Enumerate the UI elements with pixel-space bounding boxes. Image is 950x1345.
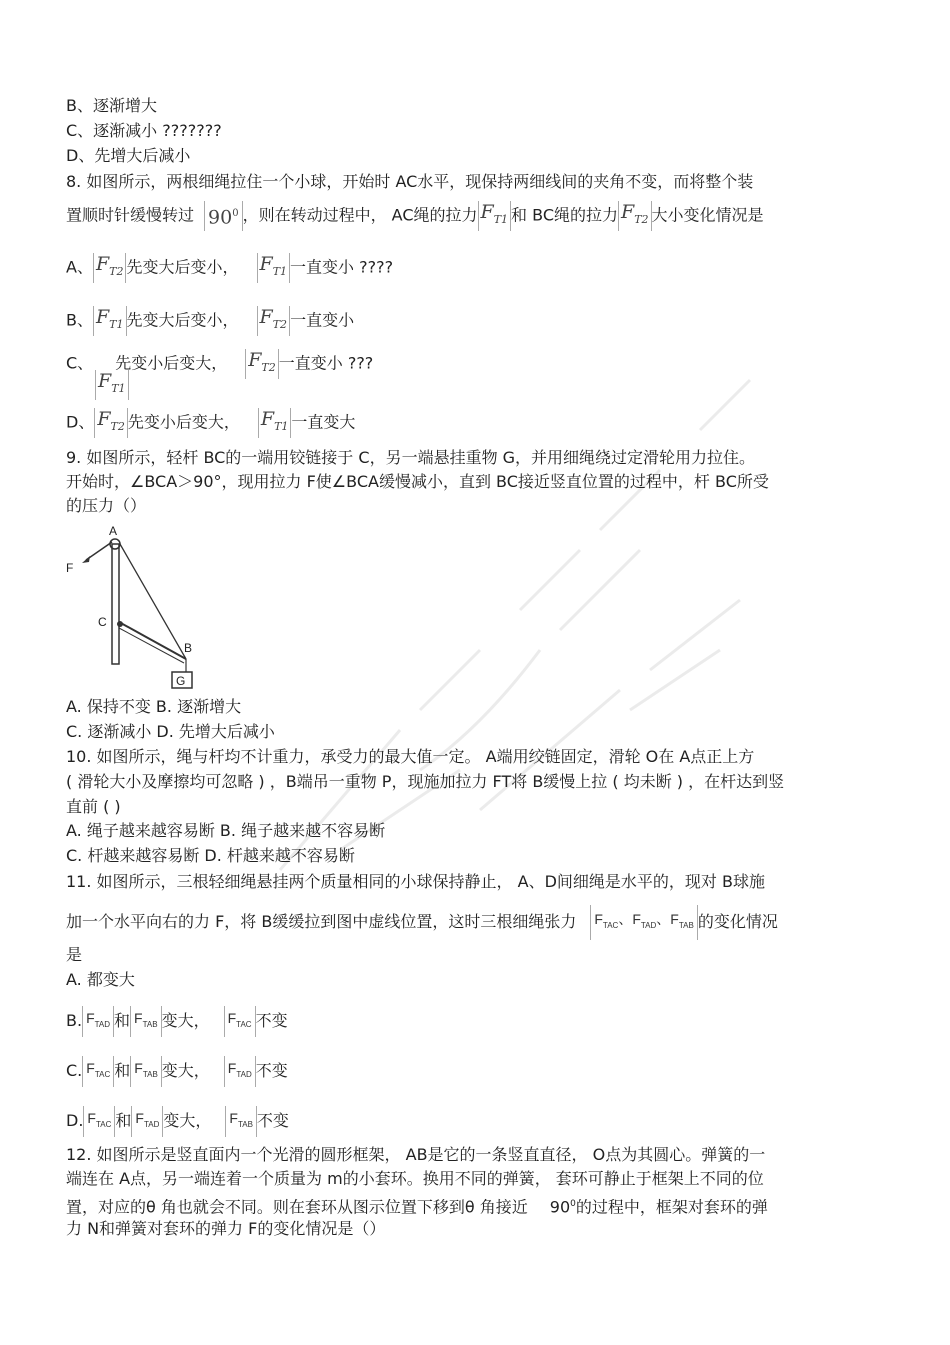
q8-option-b: B、 $F_{T1}$ 先变大后变小， $F_{T2}$ 一直变小: [66, 306, 354, 334]
q11-option-a: A. 都变大: [66, 970, 135, 989]
q11-option-b: B. $F_{TAD}$ 和 $F_{TAB}$ 变大， $F_{TAC}$ 不变: [66, 1006, 288, 1030]
q10-stem-line1: 10. 如图所示，绳与杆均不计重力，承受力的最大值一定。 A端用绞链固定，滑轮 O在 A点正上方: [66, 747, 755, 766]
q9-stem-line2: 开始时，∠BCA＞90°，现用拉力 F使∠BCA缓慢减小，直到 BC接近竖直位置的过程中，杆 BC所受: [66, 472, 769, 491]
q8-option-c: C、 先变小后变大， $F_{T2}$ 一直变小 ???: [66, 349, 373, 377]
prev-option-d: D、先增大后减小: [66, 146, 191, 165]
ftac-formula: $F_{TAC}$: [83, 1106, 115, 1137]
q9-stem-line3: 的压力（）: [66, 496, 147, 515]
ftac-formula: $F_{TAC}$: [224, 1006, 256, 1037]
q10-options-ab: A. 绳子越来越容易断 B. 绳子越来越不容易断: [66, 821, 386, 840]
q8-stem-line2: [66, 201, 764, 227]
ftab-formula: $F_{TAB}$: [130, 1056, 162, 1087]
q9-options-ab: A. 保持不变 B. 逐渐增大: [66, 697, 242, 716]
q12-stem-line3: 置，对应的θ 角也就会不同。则在套环从图示位置下移到θ 角接近 $90^0$的过程中，框架对套环的弹: [66, 1197, 768, 1217]
ft2-formula: $F_{T2}$: [93, 253, 127, 283]
q10-stem-line2: ( 滑轮大小及摩擦均可忽略 ) ，B端吊一重物 P，现施加拉力 FT将 B缓慢上拉 ( 均未断 ) ，在杆达到竖: [66, 772, 785, 791]
ft2-formula: $F_{T2}$: [94, 408, 128, 438]
label-g: G: [176, 674, 186, 688]
q12-stem-line4: 力 N和弹簧对套环的弹力 F的变化情况是（）: [66, 1219, 386, 1238]
q8-option-a: A、 $F_{T2}$ 先变大后变小， $F_{T1}$ 一直变小 ????: [66, 253, 393, 281]
q11-option-c: C. $F_{TAC}$ 和 $F_{TAB}$ 变大， $F_{TAD}$ 不变: [66, 1056, 288, 1080]
q9-options-cd: C. 逐渐减小 D. 先增大后减小: [66, 722, 275, 741]
rope-to-f: [86, 542, 112, 560]
q10-options-cd: C. 杆越来越容易断 D. 杆越来越不容易断: [66, 846, 355, 865]
ft2-formula: $F_{T2}$: [257, 306, 291, 336]
q8-option-d: D、 $F_{T2}$ 先变小后变大， $F_{T1}$ 一直变大: [66, 408, 355, 436]
q9-stem-line1: 9. 如图所示，轻杆 BC的一端用铰链接于 C，另一端悬挂重物 G，并用细绳绕过定滑轮用力拉住。: [66, 448, 756, 467]
ftab-formula: $F_{TAB}$: [130, 1006, 162, 1037]
tension-group-formula: $F_{TAC}$、$F_{TAD}$、$F_{TAB}$: [590, 905, 697, 940]
q8-stem-text-c: 和 BC绳的拉力: [511, 205, 619, 225]
prev-option-c: C、逐渐减小 ???????: [66, 121, 222, 140]
ft1-formula: $F_{T1}$: [258, 408, 292, 438]
q11-stem-line3: 是: [66, 945, 83, 964]
q8-stem-text-b: ，则在转动过程中， AC绳的拉力: [242, 205, 478, 225]
ft1-formula: $F_{T1}$: [95, 370, 129, 400]
q12-stem-line1: 12. 如图所示是竖直面内一个光滑的圆形框架， AB是它的一条竖直直径， O点为其圆心。弹簧的一: [66, 1145, 766, 1164]
prev-option-b: B、逐渐增大: [66, 96, 157, 115]
q9-figure-rod-pulley: [60, 522, 210, 694]
ft2-formula: $F_{T2}$: [245, 349, 279, 379]
q8-stem-line1: 8. 如图所示，两根细绳拉住一个小球，开始时 AC水平，现保持两细线间的夹角不变，而将整个装: [66, 172, 754, 191]
hinge-c: [117, 621, 123, 627]
q11-option-d: D. $F_{TAC}$ 和 $F_{TAD}$ 变大， $F_{TAB}$ 不变: [66, 1106, 289, 1130]
ftad-formula: $F_{TAD}$: [131, 1106, 163, 1137]
q8-stem-text-a: 置顺时针缓慢转过: [66, 205, 195, 225]
vertical-wall: [112, 544, 119, 664]
ft1-formula: $F_{T1}$: [93, 306, 127, 336]
ftab-formula: $F_{TAB}$: [225, 1106, 257, 1137]
label-b: B: [184, 641, 193, 655]
ftad-formula: $F_{TAD}$: [82, 1006, 114, 1037]
ft1-formula: $F_{T1}$: [478, 201, 512, 231]
ftac-formula: $F_{TAC}$: [82, 1056, 114, 1087]
angle-90-formula: $90^0$: [204, 201, 243, 230]
label-c: C: [98, 615, 107, 629]
q10-stem-line3: 直前 ( ): [66, 797, 121, 816]
q11-stem-line2: 加一个水平向右的力 F，将 B缓缓拉到图中虚线位置，这时三根细绳张力 $F_{TAC}$、$F_{TAD}$、$F_{TAB}$ 的变化情况: [66, 905, 778, 933]
ftad-formula: $F_{TAD}$: [224, 1056, 256, 1087]
q11-stem-line1: 11. 如图所示，三根轻细绳悬挂两个质量相同的小球保持静止， A、D间细绳是水平的，现对 B球施: [66, 872, 765, 891]
q12-stem-line2: 端连在 A点，另一端连着一个质量为 m的小套环。换用不同的弹簧， 套环可静止于框架上不同的位: [66, 1169, 764, 1188]
q8-stem-text-d: 大小变化情况是: [651, 205, 764, 225]
label-f: F: [66, 561, 74, 575]
arrow-f-icon: [82, 556, 90, 563]
ft2-formula: $F_{T2}$: [618, 201, 652, 231]
ft1-formula: $F_{T1}$: [257, 253, 291, 283]
label-a: A: [109, 524, 118, 538]
